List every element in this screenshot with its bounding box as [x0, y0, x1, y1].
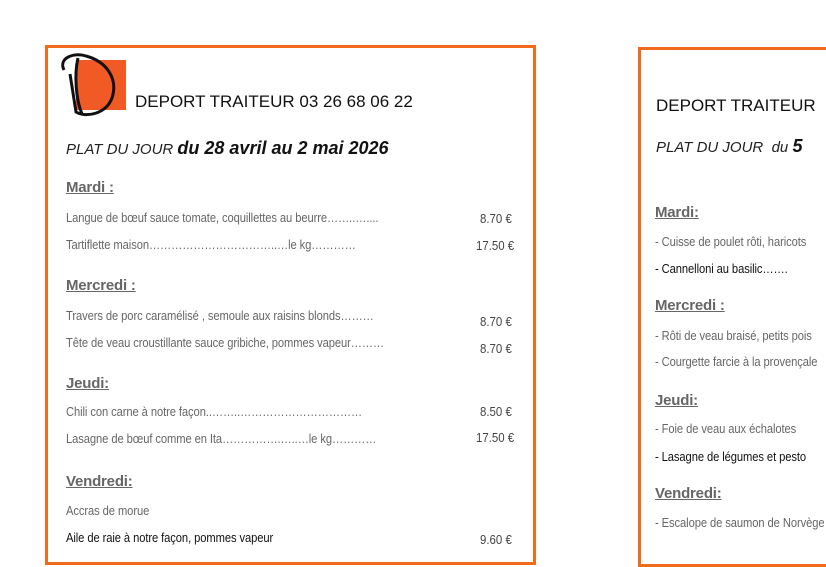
menu1-item: Tête de veau croustillante sauce gribiche, pommes vapeur………: [66, 335, 385, 350]
menu1-day-jeudi: Jeudi:: [66, 375, 109, 392]
menu2-day-vendredi: Vendredi:: [655, 485, 722, 502]
menu1-price: 8.70 €: [480, 211, 512, 226]
menu1-item: Aile de raie à notre façon, pommes vapeur: [66, 530, 274, 545]
menu1-item: Tartiflette maison……………………………..…le kg…………: [66, 237, 356, 252]
menu1-price: 8.70 €: [480, 314, 512, 329]
menu1-day-vendredi: Vendredi:: [66, 473, 133, 490]
deport-traiteur-logo-icon: [56, 50, 130, 120]
menu1-price: 17.50 €: [476, 430, 515, 445]
menu2-item: - Cuisse de poulet rôti, haricots: [655, 234, 807, 249]
menu2-day-jeudi: Jeudi:: [655, 392, 698, 409]
menu1-day-mercredi: Mercredi :: [66, 277, 136, 294]
menu1-price: 9.60 €: [480, 532, 512, 547]
menu1-price: 17.50 €: [476, 238, 515, 253]
menu2-item: - Courgette farcie à la provençale: [655, 354, 818, 369]
menu2-day-mercredi: Mercredi :: [655, 297, 725, 314]
menu1-item: Langue de bœuf sauce tomate, coquillettes au beurre……..…....: [66, 210, 379, 225]
menu1-item: Accras de morue: [66, 503, 150, 518]
menu2-content: [641, 50, 826, 540]
menu2-item: - Escalope de saumon de Norvège: [655, 515, 825, 530]
menu1-price: 8.50 €: [480, 404, 512, 419]
menu2-period: PLAT DU JOUR du 5: [656, 136, 803, 156]
menu1-item: Chili con carne à notre façon..……..……………………………: [66, 404, 363, 419]
menu1-header: DEPORT TRAITEUR 03 26 68 06 22: [135, 92, 413, 111]
menu2-item: - Rôti de veau braisé, petits pois: [655, 328, 812, 343]
menu2-item: - Foie de veau aux échalotes: [655, 421, 797, 436]
menu1-period-dates: du 28 avril au 2 mai 2026: [177, 138, 389, 158]
menu2-item: - Lasagne de légumes et pesto: [655, 449, 807, 464]
menu1-period: PLAT DU JOUR du 28 avril au 2 mai 2026: [66, 138, 389, 158]
menu1-item: Lasagne de bœuf comme en Ita…………….…..…le kg…………: [66, 431, 377, 446]
menu1-price: 8.70 €: [480, 341, 512, 356]
menu2-item: - Cannelloni au basilic…….: [655, 261, 788, 276]
menu1-day-mardi: Mardi :: [66, 179, 114, 196]
menu2-day-mardi: Mardi:: [655, 204, 699, 221]
menu2-header: DEPORT TRAITEUR: [656, 96, 816, 115]
menu1-item: Travers de porc caramélisé , semoule aux raisins blonds………: [66, 308, 374, 323]
